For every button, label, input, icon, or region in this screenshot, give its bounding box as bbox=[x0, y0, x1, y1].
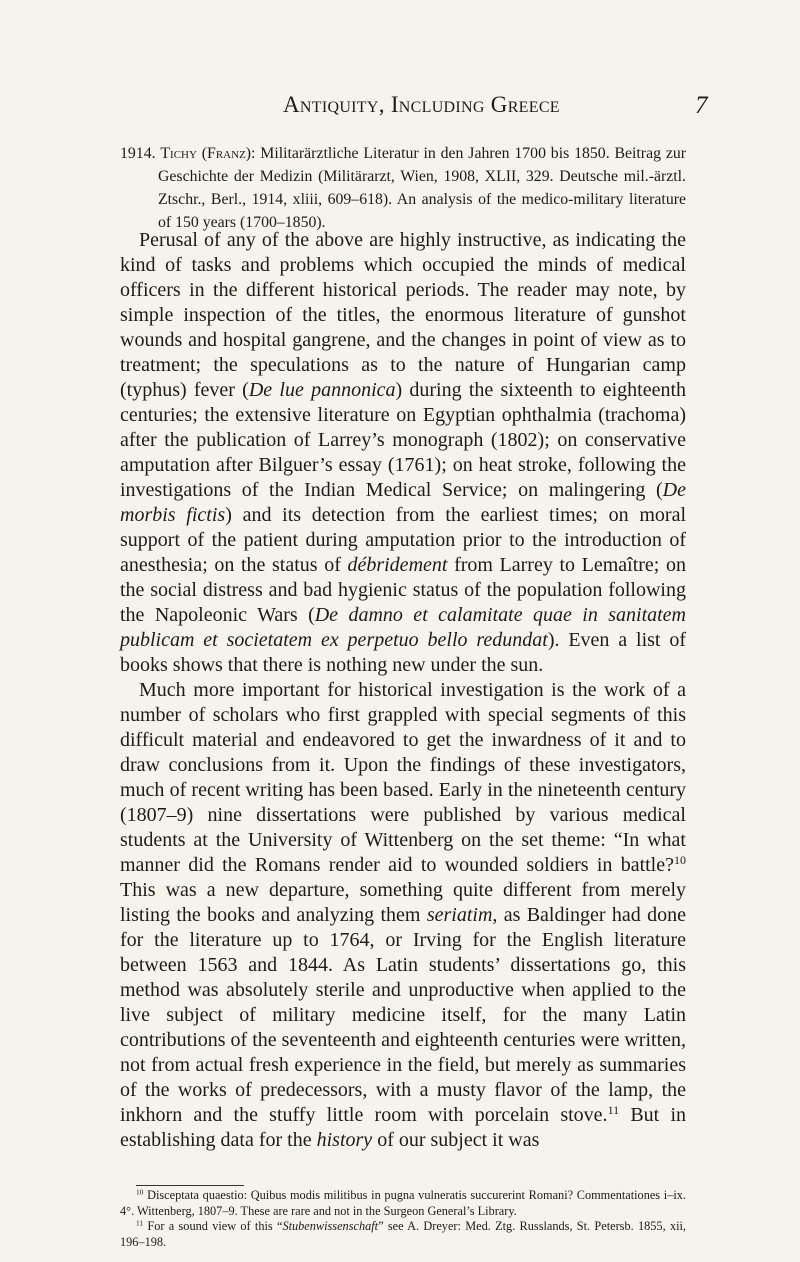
italic-title: De lue pannonica bbox=[248, 379, 396, 401]
body-text bbox=[120, 228, 686, 1153]
text-run: ) and its detection from the earliest times; on moral support of the patient during amputation prior to the introduction of anesthesia; on the status of bbox=[120, 504, 687, 576]
footnote-ref: 10 bbox=[674, 852, 686, 867]
page-number: 7 bbox=[695, 92, 708, 119]
text-run: of our subject it was bbox=[372, 1129, 540, 1151]
italic-title: De damno et calamitate quae in sanitatem publicam et societatem ex perpetuo bello redundat bbox=[120, 604, 686, 651]
italic-term: history bbox=[316, 1129, 373, 1151]
running-head bbox=[0, 92, 800, 124]
footnote-text: Disceptata quaestio: Quibus modis militibus in pugna vulneratis succurerint Romani? Commentationes i–ix. 4°. Wittenberg, 1807–9. These are rare and not in the Surgeon General’s Library. bbox=[120, 1188, 686, 1218]
text-run: ) during the sixteenth to eighteenth centuries; the extensive literature on Egyptian ophthalmia (trachoma) after the publication of Larrey’s monograph (1802); on conservative amputation after Bilguer’s essay (1761); on heat stroke, following the investigations of the Indian Medical Service; on malingering ( bbox=[120, 379, 687, 501]
reference-text: Militarärztliche Literatur in den Jahren 1700 bis 1850. Beitrag zur Geschichte der Medizin (Militärarzt, Wien, 1908, XLII, 329. Deutsche mil.-ärztl. Ztschr., Berl., 1914, xliii, 609–618). An analysis of the medico-military literature of 150 years (1700–1850). bbox=[158, 145, 687, 231]
reference-entry bbox=[120, 142, 687, 234]
italic-term: Stubenwissenschaft bbox=[282, 1219, 379, 1234]
text-run: Perusal of any of the above are highly instructive, as indicating the kind of tasks and problems which occupied the minds of medical officers in the different historical periods. The reader may note, by simple inspection of the titles, the enormous literature of gunshot wounds and hospital gangrene, and the changes in point of view as to treatment; the speculations as to the nature of Hungarian camp (typhus) fever ( bbox=[120, 229, 686, 401]
footnote bbox=[120, 1188, 686, 1219]
footnote-marker: 11 bbox=[136, 1218, 144, 1228]
reference-year: 1914. bbox=[120, 145, 156, 162]
text-run: from Larrey to Lemaître; on the social distress and bad hygienic status of the population following the Napoleonic Wars ( bbox=[120, 554, 686, 626]
footnote-ref: 11 bbox=[607, 1102, 620, 1117]
footnote-text: ” see A. Dreyer: Med. Ztg. Russlands, St. Petersb. 1855, xii, 196–198. bbox=[120, 1219, 686, 1249]
text-run: Much more important for historical investigation is the work of a number of scholars who first grappled with special segments of this difficult material and endeavored to get the inwardness of it and to draw conclusions from it. Upon the findings of these investigators, much of recent writing has been based. Early in the nineteenth century (1807–9) nine dissertations were published by various medical students at the University of Wittenberg on the set theme: “In what manner did the Romans render aid to wounded soldiers in battle? bbox=[120, 679, 686, 876]
footnotes bbox=[120, 1188, 686, 1250]
running-title: Antiquity, Including Greece bbox=[283, 92, 560, 117]
footnote-text: For a sound view of this “ bbox=[147, 1219, 283, 1234]
italic-term: seriatim bbox=[426, 904, 493, 926]
paragraph bbox=[120, 228, 686, 678]
footnote bbox=[120, 1219, 686, 1250]
text-run: But in establishing data for the bbox=[120, 1104, 686, 1151]
italic-title: De morbis fictis bbox=[120, 479, 686, 526]
footnote-marker: 10 bbox=[136, 1187, 144, 1197]
italic-term: débridement bbox=[347, 554, 448, 576]
text-run: This was a new departure, something quite different from merely listing the books and analyzing them bbox=[120, 879, 686, 926]
reference-author: Tichy (Franz): bbox=[160, 145, 256, 162]
text-run: , as Baldinger had done for the literature up to 1764, or Irving for the English literature between 1563 and 1844. As Latin students’ dissertations go, this method was absolutely sterile and unproductive when applied to the live subject of military medicine itself, for the many Latin contributions of the seventeenth and eighteenth centuries were written, not from actual fresh experience in the field, but merely as summaries of the works of predecessors, with a musty flavor of the lamp, the inkhorn and the stuffy little room with porcelain stove. bbox=[120, 904, 686, 1126]
text-run: ). Even a list of books shows that there is nothing new under the sun. bbox=[120, 629, 686, 676]
paragraph bbox=[120, 678, 686, 1153]
footnote-divider bbox=[136, 1185, 244, 1186]
